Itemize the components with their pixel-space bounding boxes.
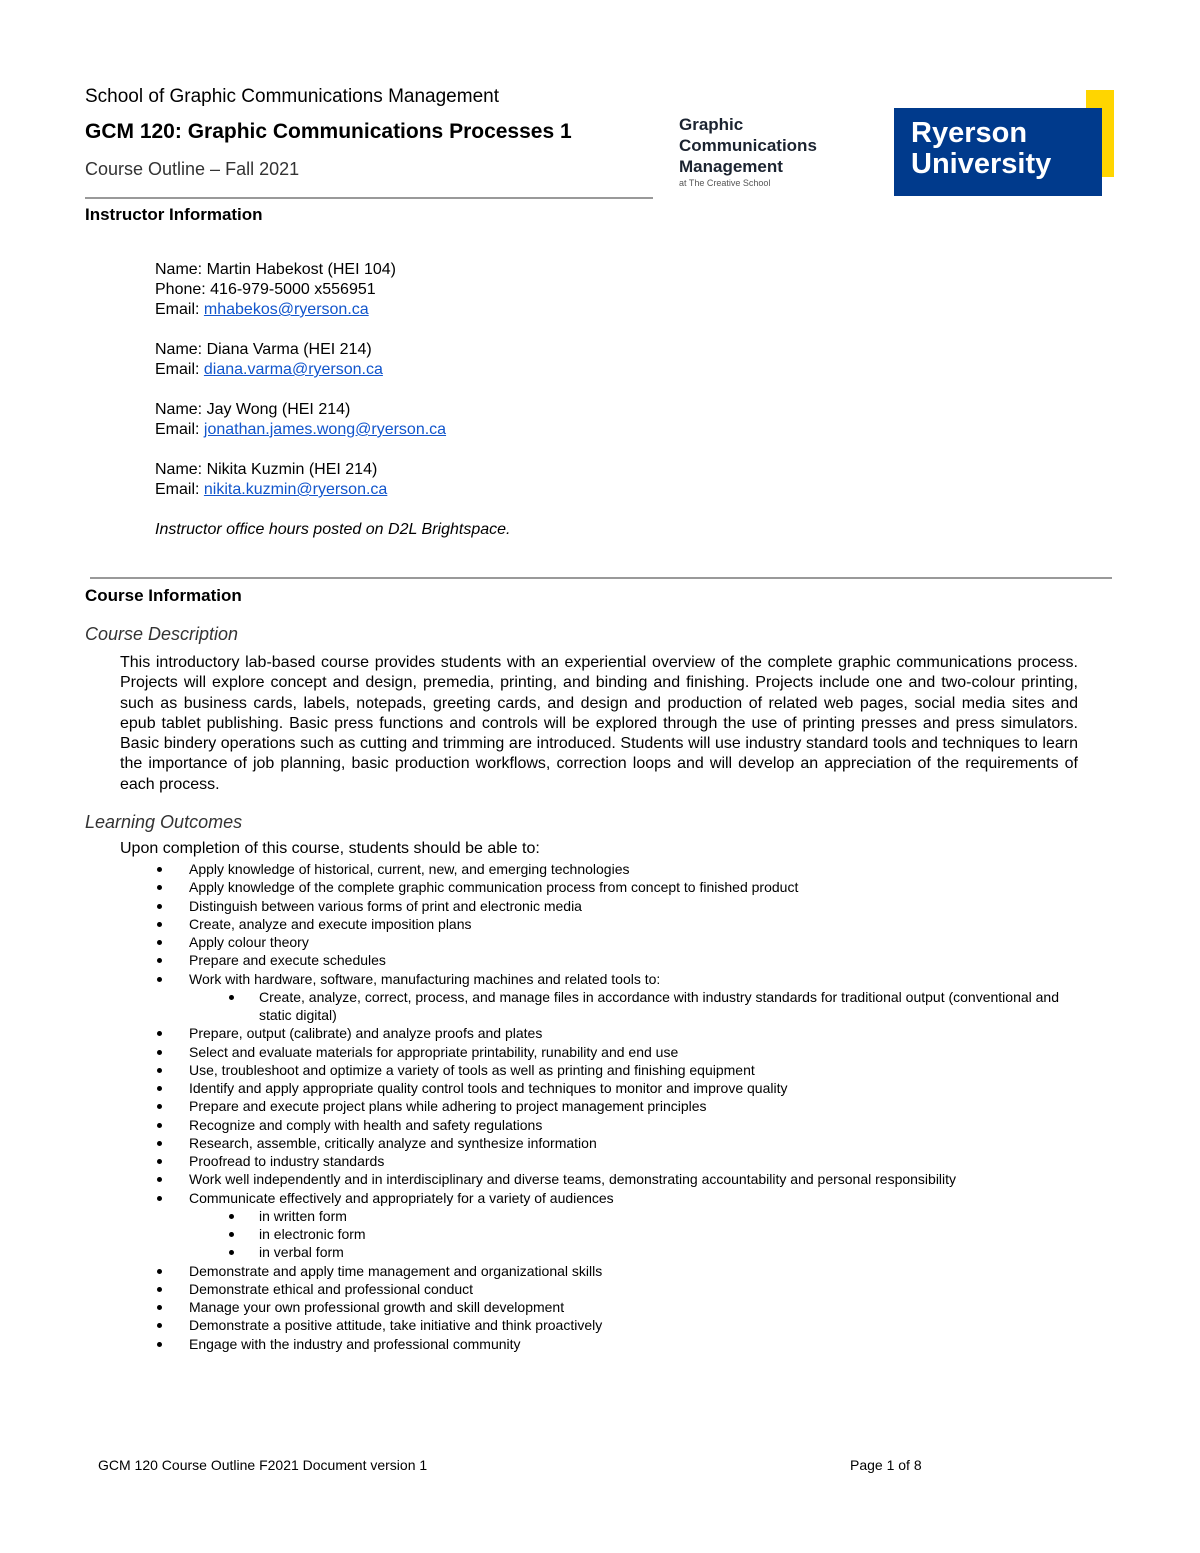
ryerson-logo-line: Ryerson: [911, 117, 1028, 149]
ryerson-logo-line: University: [911, 148, 1052, 180]
ryerson-logo-text: [911, 118, 1051, 180]
list-item: Manage your own professional growth and skill development: [120, 1298, 1080, 1316]
list-item: Work well independently and in interdisciplinary and diverse teams, demonstrating accountability and personal responsibility: [120, 1170, 1080, 1188]
footer-page-number: Page 1 of 8: [850, 1457, 922, 1473]
list-item: Engage with the industry and professional community: [120, 1335, 1080, 1353]
list-item: Use, troubleshoot and optimize a variety of tools as well as printing and finishing equipment: [120, 1061, 1080, 1079]
list-item: Demonstrate ethical and professional conduct: [120, 1280, 1080, 1298]
instructor-entry: [155, 460, 510, 500]
instructor-phone: Phone: 416-979-5000 x556951: [155, 281, 376, 298]
school-name: School of Graphic Communications Management: [85, 86, 499, 107]
email-link[interactable]: nikita.kuzmin@ryerson.ca: [203, 481, 388, 498]
list-item: Create, analyze and execute imposition plans: [120, 915, 1080, 933]
email-label: Email:: [155, 481, 204, 498]
instructor-name: Name: Martin Habekost (HEI 104): [155, 261, 396, 278]
instructor-entry: [155, 340, 510, 380]
list-item: Apply knowledge of the complete graphic communication process from concept to finished product: [120, 878, 1080, 896]
instructor-email-row: [155, 420, 510, 440]
course-description: This introductory lab-based course provides students with an experiential overview of the complete graphic communications process. Projects will explore concept and design, premedia, printing, and binding and finishing. Projects include one and two-colour printing, such as business cards, labels, notepads, greeting cards, and design and production of related web pages, social media sites and epub tablet publishing. Basic press functions and controls will be explored through the use of printing presses and press simulators. Basic bindery operations such as cutting and trimming are introduced. Students will use industry standard tools and techniques to learn the importance of job planning, basic production workflows, correction loops and will develop an appreciation of the requirements of each process.: [120, 654, 1078, 793]
sub-list: [189, 1207, 1080, 1262]
gcm-logo-line: Graphic: [679, 115, 744, 134]
sub-list-item: Create, analyze, correct, process, and manage files in accordance with industry standards for traditional output (conventional and static digital): [189, 988, 1080, 1025]
list-item: Research, assemble, critically analyze and synthesize information: [120, 1134, 1080, 1152]
instructor-name: Name: Diana Varma (HEI 214): [155, 341, 372, 358]
outcomes-list: [120, 860, 1080, 1353]
gcm-logo-line: Communications: [679, 136, 817, 155]
list-item: Prepare and execute schedules: [120, 951, 1080, 969]
instructor-entry: [155, 400, 510, 440]
course-description-heading: Course Description: [85, 624, 239, 644]
list-item-text: Work with hardware, software, manufacturing machines and related tools to:: [189, 970, 661, 987]
list-item: Demonstrate and apply time management and organizational skills: [120, 1262, 1080, 1280]
list-item: Prepare and execute project plans while adhering to project management principles: [120, 1097, 1080, 1115]
instructor-email-row: [155, 480, 510, 500]
email-label: Email:: [155, 361, 204, 378]
gcm-logo-line: Management: [679, 157, 783, 176]
footer-document-version: GCM 120 Course Outline F2021 Document version 1: [98, 1457, 428, 1473]
instructor-email-row: [155, 300, 510, 320]
list-item: Recognize and comply with health and safety regulations: [120, 1116, 1080, 1134]
list-item: Demonstrate a positive attitude, take initiative and think proactively: [120, 1316, 1080, 1334]
instructor-name: Name: Nikita Kuzmin (HEI 214): [155, 461, 378, 478]
course-title: GCM 120: Graphic Communications Processes 1: [85, 120, 572, 143]
list-item: Proofread to industry standards: [120, 1152, 1080, 1170]
gcm-logo-tagline: at The Creative School: [679, 178, 771, 188]
instructor-list: [155, 260, 510, 540]
learning-outcomes-heading: Learning Outcomes: [85, 812, 243, 832]
gcm-logo: [679, 114, 817, 189]
list-item: Prepare, output (calibrate) and analyze proofs and plates: [120, 1024, 1080, 1042]
list-item: [120, 970, 1080, 1025]
email-label: Email:: [155, 301, 204, 318]
instructor-name: Name: Jay Wong (HEI 214): [155, 401, 351, 418]
list-item-text: Communicate effectively and appropriately for a variety of audiences: [189, 1189, 614, 1206]
outcomes-intro: Upon completion of this course, students should be able to:: [120, 840, 540, 857]
list-item: Apply colour theory: [120, 933, 1080, 951]
email-link[interactable]: diana.varma@ryerson.ca: [203, 361, 383, 378]
email-link[interactable]: jonathan.james.wong@ryerson.ca: [203, 421, 447, 438]
list-item: Apply knowledge of historical, current, new, and emerging technologies: [120, 860, 1080, 878]
section-divider: [90, 577, 1112, 579]
sub-list-item: in verbal form: [189, 1243, 1080, 1261]
sub-list: [189, 988, 1080, 1025]
header-divider: [85, 197, 653, 199]
instructor-heading: Instructor Information: [85, 205, 263, 224]
instructor-email-row: [155, 360, 510, 380]
course-info-heading: Course Information: [85, 586, 242, 605]
list-item: Select and evaluate materials for appropriate printability, runability and end use: [120, 1043, 1080, 1061]
instructor-entry: [155, 260, 510, 320]
list-item: [120, 1189, 1080, 1262]
course-subtitle: Course Outline – Fall 2021: [85, 159, 300, 179]
office-hours-note: Instructor office hours posted on D2L Brightspace.: [155, 521, 511, 538]
email-link[interactable]: mhabekos@ryerson.ca: [203, 301, 369, 318]
list-item: Distinguish between various forms of print and electronic media: [120, 897, 1080, 915]
email-label: Email:: [155, 421, 204, 438]
sub-list-item: in written form: [189, 1207, 1080, 1225]
list-item: Identify and apply appropriate quality control tools and techniques to monitor and improve quality: [120, 1079, 1080, 1097]
sub-list-item: in electronic form: [189, 1225, 1080, 1243]
